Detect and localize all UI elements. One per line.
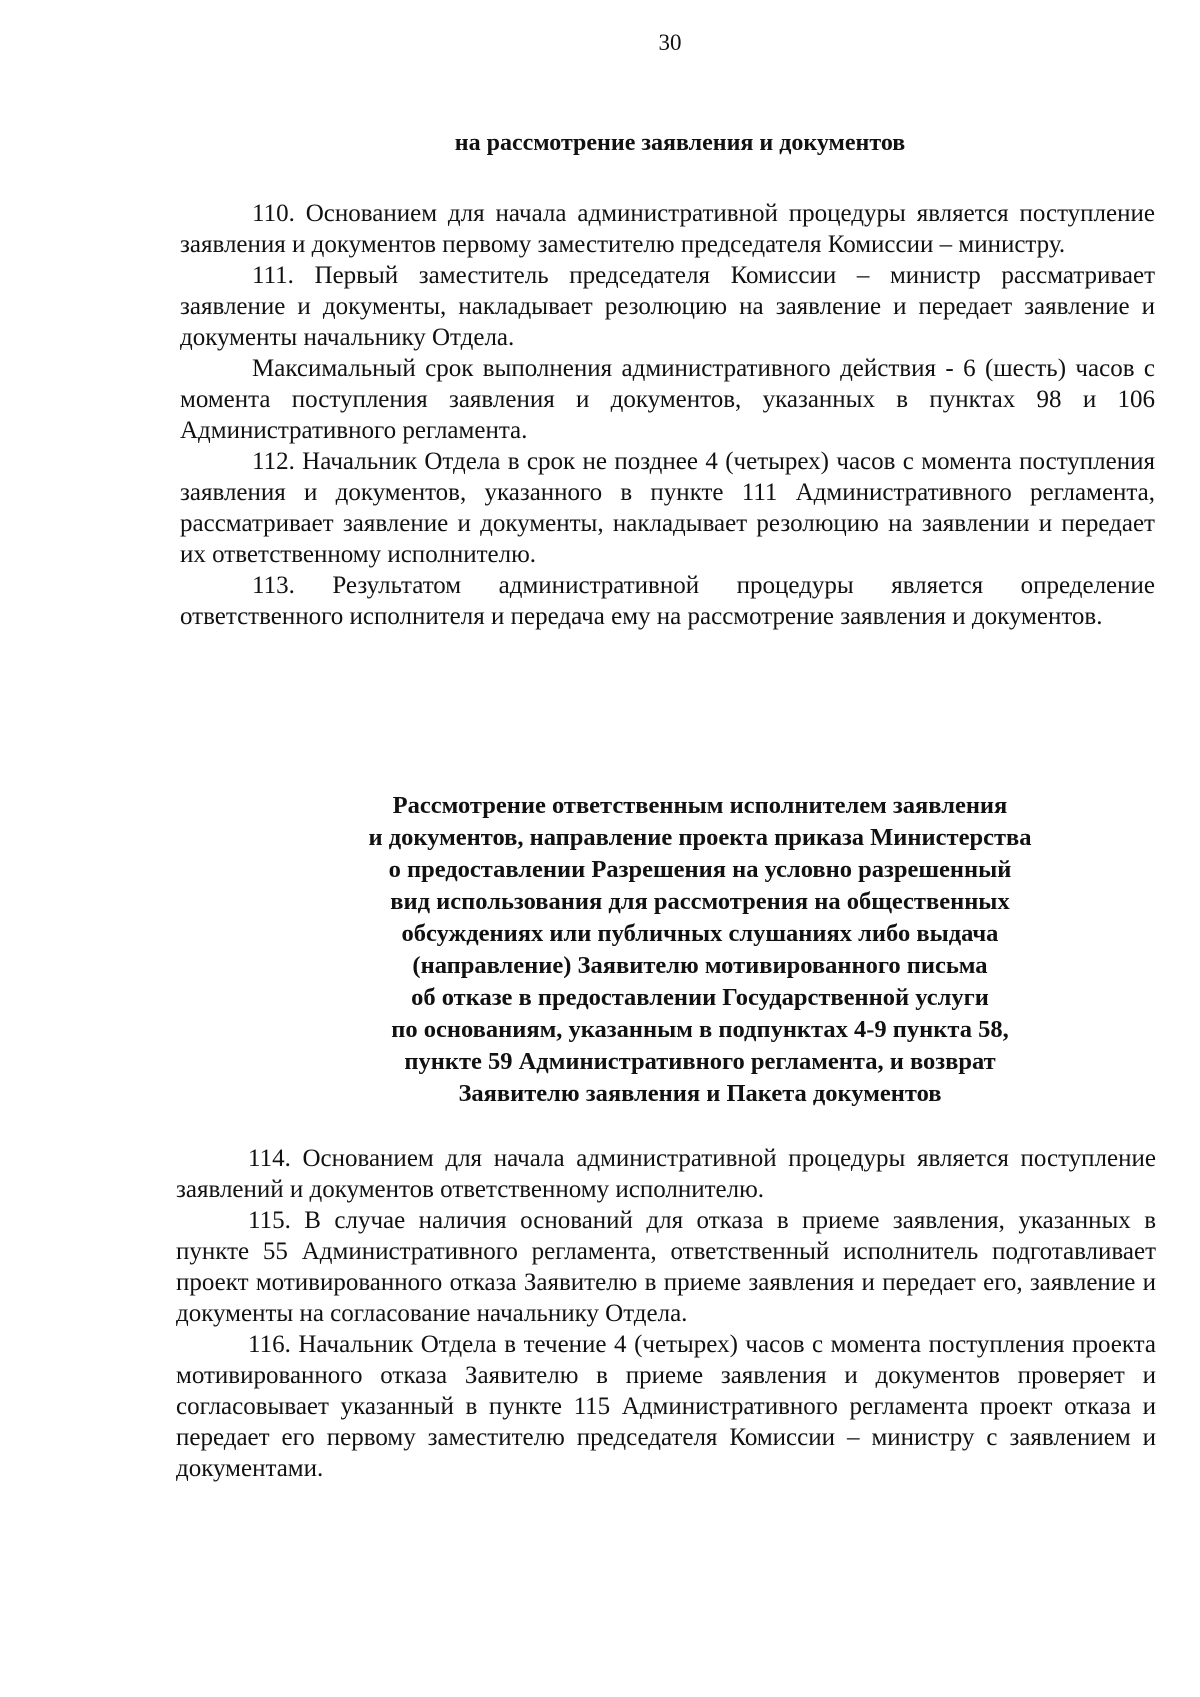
- section-heading-line: Рассмотрение ответственным исполнителем заявления: [392, 792, 1008, 819]
- paragraphs-block-2: [176, 1143, 1156, 1484]
- paragraph-110: 110. Основанием для начала административной процедуры является поступление заявления и документов первому заместителю председателя Комиссии – министру.: [180, 200, 1155, 258]
- paragraph-114: 114. Основанием для начала административной процедуры является поступление заявлений и документов ответственному исполнителю.: [176, 1145, 1156, 1203]
- paragraph-113: 113. Результатом административной процедуры является определение ответственного исполнителя и передача ему на рассмотрение заявления и документов.: [180, 572, 1155, 630]
- paragraph-115: 115. В случае наличия оснований для отказа в приеме заявления, указанных в пункте 55 Административного регламента, ответственный исполнитель подготавливает проект мотивированного отказа Заявителю в приеме заявления и передает его, заявление и документы на согласование начальнику Отдела.: [176, 1207, 1156, 1327]
- section-heading-line: о предоставлении Разрешения на условно разрешенный: [388, 856, 1012, 883]
- page-number: 30: [658, 30, 682, 55]
- paragraph-112: 112. Начальник Отдела в срок не позднее 4 (четырех) часов с момента поступления заявления и документов, указанного в пункте 111 Административного регламента, рассматривает заявление и документы, накладывает резолюцию на заявлении и передает их ответственному исполнителю.: [180, 448, 1155, 568]
- section-heading-line: вид использования для рассмотрения на общественных: [390, 888, 1010, 915]
- section-heading: [230, 790, 1170, 1110]
- section-heading-line: (направление) Заявителю мотивированного письма: [412, 952, 988, 979]
- section-heading-line: пункте 59 Административного регламента, и возврат: [404, 1048, 996, 1075]
- section-heading-continuation: на рассмотрение заявления и документов: [454, 130, 906, 156]
- paragraph-116: 116. Начальник Отдела в течение 4 (четырех) часов с момента поступления проекта мотивированного отказа Заявителю в приеме заявления и документов проверяет и согласовывает указанный в пункте 115 Административного регламента проект отказа и передает его первому заместителю председателя Комиссии – министру с заявлением и документами.: [176, 1331, 1156, 1482]
- section-heading-line: обсуждениях или публичных слушаниях либо выдача: [401, 920, 999, 947]
- section-heading-line: Заявителю заявления и Пакета документов: [458, 1080, 942, 1107]
- paragraphs-block-1: [180, 198, 1155, 632]
- paragraph-111: 111. Первый заместитель председателя Комиссии – министр рассматривает заявление и документы, накладывает резолюцию на заявление и передает заявление и документы начальнику Отдела.: [180, 262, 1155, 351]
- paragraph-max-term: Максимальный срок выполнения административного действия - 6 (шесть) часов с момента поступления заявления и документов, указанных в пунктах 98 и 106 Административного регламента.: [180, 355, 1155, 444]
- section-heading-line: и документов, направление проекта приказа Министерства: [368, 824, 1032, 851]
- section-heading-line: по основаниям, указанным в подпунктах 4-9 пункта 58,: [391, 1016, 1009, 1043]
- section-heading-line: об отказе в предоставлении Государственной услуги: [411, 984, 989, 1011]
